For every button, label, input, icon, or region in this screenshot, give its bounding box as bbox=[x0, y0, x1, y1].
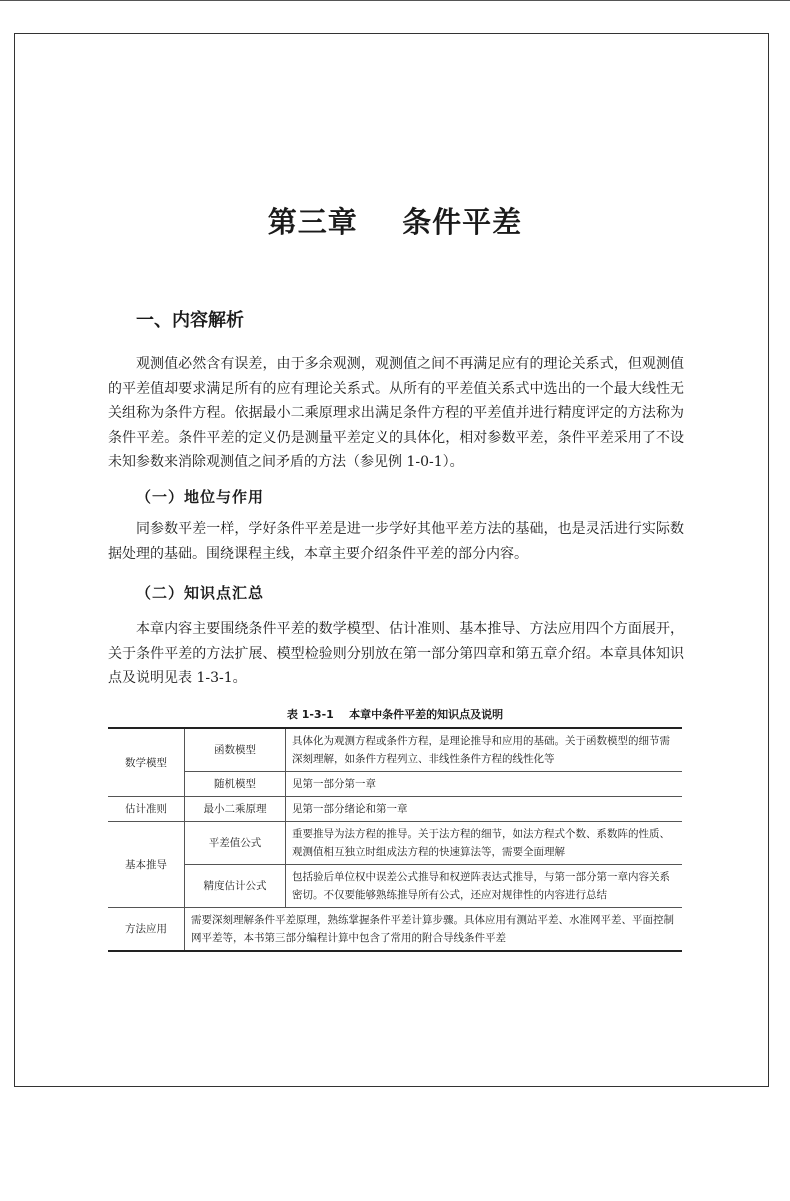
desc-application: 需要深刻理解条件平差原理，熟练掌握条件平差计算步骤。具体应用有测站平差、水准网平差、平面控制网平差等，本书第三部分编程计算中包含了常用的附合导线条件平差 bbox=[185, 908, 683, 952]
desc-precision-formula: 包括验后单位权中误差公式推导和权逆阵表达式推导，与第一部分第一章内容关系密切。不仅要能够熟练推导所有公式，还应对规律性的内容进行总结 bbox=[286, 865, 683, 908]
summary-paragraph: 本章内容主要围绕条件平差的数学模型、估计准则、基本推导、方法应用四个方面展开，关于条件平差的方法扩展、模型检验则分别放在第一部分第四章和第五章介绍。本章具体知识点及说明见表 1-3-1。 bbox=[108, 621, 684, 686]
item-function-model: 函数模型 bbox=[185, 728, 286, 772]
table-row bbox=[108, 797, 682, 822]
group-application: 方法应用 bbox=[108, 908, 185, 952]
desc-adjusted-formula: 重要推导为法方程的推导。关于法方程的细节，如法方程式个数、系数阵的性质、观测值相互独立时组成法方程的快速算法等，需要全面理解 bbox=[286, 822, 683, 865]
knowledge-table bbox=[108, 727, 682, 952]
item-adjusted-formula: 平差值公式 bbox=[185, 822, 286, 865]
chapter-title: 第三章 条件平差 bbox=[267, 205, 523, 239]
item-random-model: 随机模型 bbox=[185, 772, 286, 797]
position-paragraph: 同参数平差一样，学好条件平差是进一步学好其他平差方法的基础，也是灵活进行实际数据处理的基础。围绕课程主线，本章主要介绍条件平差的部分内容。 bbox=[108, 521, 684, 562]
group-derivation: 基本推导 bbox=[108, 822, 185, 908]
table-row bbox=[108, 865, 682, 908]
item-least-squares: 最小二乘原理 bbox=[185, 797, 286, 822]
intro-paragraph: 观测值必然含有误差，由于多余观测，观测值之间不再满足应有的理论关系式，但观测值的平差值却要求满足所有的应有理论关系式。从所有的平差值关系式中选出的一个最大线性无关组称为条件方程。依据最小二乘原理求出满足条件方程的平差值并进行精度评定的方法称为条件平差。条件平差的定义仍是测量平差定义的具体化，相对参数平差，条件平差采用了不设未知参数来消除观测值之间矛盾的方法（参见例 1-0-1）。 bbox=[108, 356, 684, 470]
table-row bbox=[108, 822, 682, 865]
desc-random-model: 见第一部分第一章 bbox=[286, 772, 683, 797]
subsection-heading-position: （一）地位与作用 bbox=[136, 488, 265, 506]
group-estimation: 估计准则 bbox=[108, 797, 185, 822]
group-math-model: 数学模型 bbox=[108, 728, 185, 797]
item-precision-formula: 精度估计公式 bbox=[185, 865, 286, 908]
top-rule bbox=[0, 0, 790, 1]
table-row bbox=[108, 728, 682, 772]
subsection-heading-summary: （二）知识点汇总 bbox=[136, 584, 265, 602]
table-row bbox=[108, 908, 682, 952]
desc-function-model: 具体化为观测方程或条件方程，是理论推导和应用的基础。关于函数模型的细节需深刻理解，如条件方程列立、非线性条件方程的线性化等 bbox=[286, 728, 683, 772]
table-row bbox=[108, 772, 682, 797]
table-caption: 表 1-3-1 本章中条件平差的知识点及说明 bbox=[286, 708, 504, 721]
desc-least-squares: 见第一部分绪论和第一章 bbox=[286, 797, 683, 822]
section-heading: 一、内容解析 bbox=[136, 310, 244, 331]
